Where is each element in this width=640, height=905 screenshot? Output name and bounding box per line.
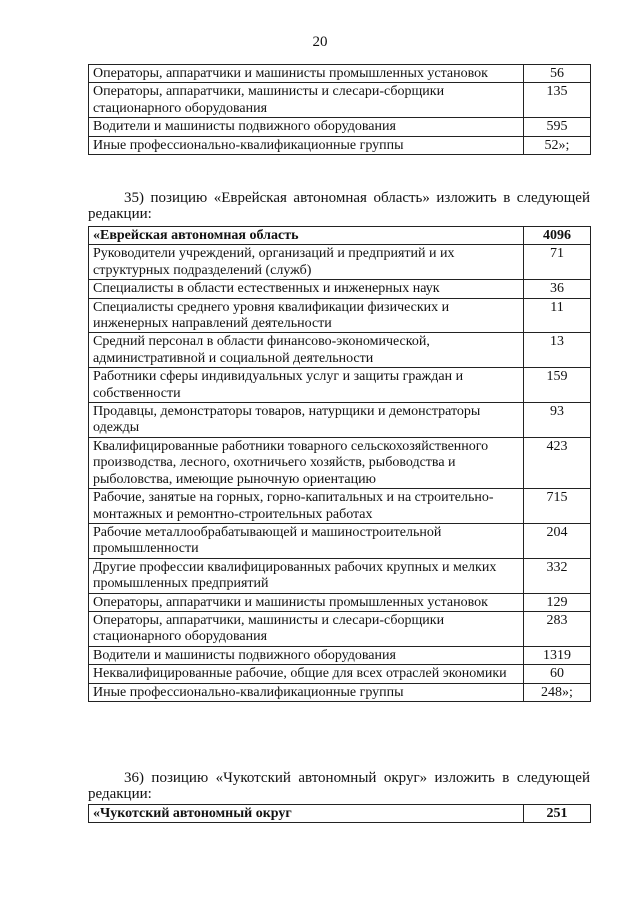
occupation-value-cell: 1319 <box>524 646 591 664</box>
occupation-value-cell: 248»; <box>524 683 591 701</box>
occupation-label-cell: Водители и машинисты подвижного оборудования <box>89 118 524 136</box>
occupation-label-cell: Иные профессионально-квалификационные группы <box>89 683 524 701</box>
occupation-label-cell: Квалифицированные работники товарного сельскохозяйственного производства, лесного, охотничьего хозяйств, рыбоводства и рыболовства, имеющие рыночную ориентацию <box>89 437 524 488</box>
region-total-cell: 251 <box>524 805 591 823</box>
table-row <box>89 333 591 368</box>
occupation-label-cell: Иные профессионально-квалификационные группы <box>89 136 524 154</box>
occupation-value-cell: 423 <box>524 437 591 488</box>
table-row <box>89 280 591 298</box>
occupation-label-cell: Специалисты в области естественных и инженерных наук <box>89 280 524 298</box>
paragraph-35-text: 35) позицию «Еврейская автономная область» изложить в следующей редакции: <box>88 190 590 222</box>
paragraph-36-text: 36) позицию «Чукотский автономный округ» изложить в следующей редакции: <box>88 770 590 802</box>
occupation-value-cell: 159 <box>524 368 591 403</box>
occupation-label-cell: Операторы, аппаратчики и машинисты промышленных установок <box>89 593 524 611</box>
table-row <box>89 298 591 333</box>
table-row <box>89 437 591 488</box>
occupation-value-cell: 93 <box>524 403 591 438</box>
occupation-label-cell: Неквалифицированные рабочие, общие для всех отраслей экономики <box>89 665 524 683</box>
region-total-cell: 4096 <box>524 227 591 245</box>
occupation-label-cell: Водители и машинисты подвижного оборудования <box>89 646 524 664</box>
table-jewish-autonomous-oblast <box>88 226 591 702</box>
occupation-label-cell: Руководители учреждений, организаций и предприятий и их структурных подразделений (служб) <box>89 245 524 280</box>
table-row <box>89 646 591 664</box>
table-row <box>89 611 591 646</box>
occupation-label-cell: Операторы, аппаратчики и машинисты промышленных установок <box>89 65 524 83</box>
table-row <box>89 118 591 136</box>
page-number: 20 <box>312 34 328 50</box>
table-row <box>89 403 591 438</box>
table-chukotka <box>88 804 591 823</box>
occupation-value-cell: 283 <box>524 611 591 646</box>
occupation-label-cell: Продавцы, демонстраторы товаров, натурщики и демонстраторы одежды <box>89 403 524 438</box>
table-header-row <box>89 227 591 245</box>
occupation-value-cell: 332 <box>524 558 591 593</box>
table-row <box>89 65 591 83</box>
occupation-value-cell: 715 <box>524 489 591 524</box>
occupation-value-cell: 60 <box>524 665 591 683</box>
paragraph-35 <box>88 190 590 222</box>
region-name-cell: «Чукотский автономный округ <box>89 805 524 823</box>
occupation-value-cell: 204 <box>524 523 591 558</box>
occupation-value-cell: 56 <box>524 65 591 83</box>
occupation-label-cell: Специалисты среднего уровня квалификации физических и инженерных направлений деятельности <box>89 298 524 333</box>
table-row <box>89 593 591 611</box>
occupation-value-cell: 52»; <box>524 136 591 154</box>
table-row <box>89 136 591 154</box>
paragraph-36 <box>88 770 590 802</box>
table-header-row <box>89 805 591 823</box>
occupation-label-cell: Средний персонал в области финансово-экономической, административной и социальной деятельности <box>89 333 524 368</box>
table-row <box>89 368 591 403</box>
occupation-value-cell: 595 <box>524 118 591 136</box>
occupation-value-cell: 71 <box>524 245 591 280</box>
occupation-label-cell: Другие профессии квалифицированных рабочих крупных и мелких промышленных предприятий <box>89 558 524 593</box>
occupation-value-cell: 135 <box>524 83 591 118</box>
occupation-value-cell: 129 <box>524 593 591 611</box>
region-name-cell: «Еврейская автономная область <box>89 227 524 245</box>
table-row <box>89 489 591 524</box>
occupation-label-cell: Рабочие металлообрабатывающей и машиностроительной промышленности <box>89 523 524 558</box>
occupation-value-cell: 36 <box>524 280 591 298</box>
occupation-label-cell: Работники сферы индивидуальных услуг и защиты граждан и собственности <box>89 368 524 403</box>
table-row <box>89 558 591 593</box>
table-row <box>89 523 591 558</box>
table-row <box>89 683 591 701</box>
occupation-value-cell: 13 <box>524 333 591 368</box>
table-row <box>89 245 591 280</box>
occupation-label-cell: Рабочие, занятые на горных, горно-капитальных и на строительно-монтажных и ремонтно-строительных работах <box>89 489 524 524</box>
table-continued <box>88 64 591 155</box>
table-row <box>89 83 591 118</box>
table-row <box>89 665 591 683</box>
occupation-label-cell: Операторы, аппаратчики, машинисты и слесари-сборщики стационарного оборудования <box>89 83 524 118</box>
occupation-label-cell: Операторы, аппаратчики, машинисты и слесари-сборщики стационарного оборудования <box>89 611 524 646</box>
occupation-value-cell: 11 <box>524 298 591 333</box>
